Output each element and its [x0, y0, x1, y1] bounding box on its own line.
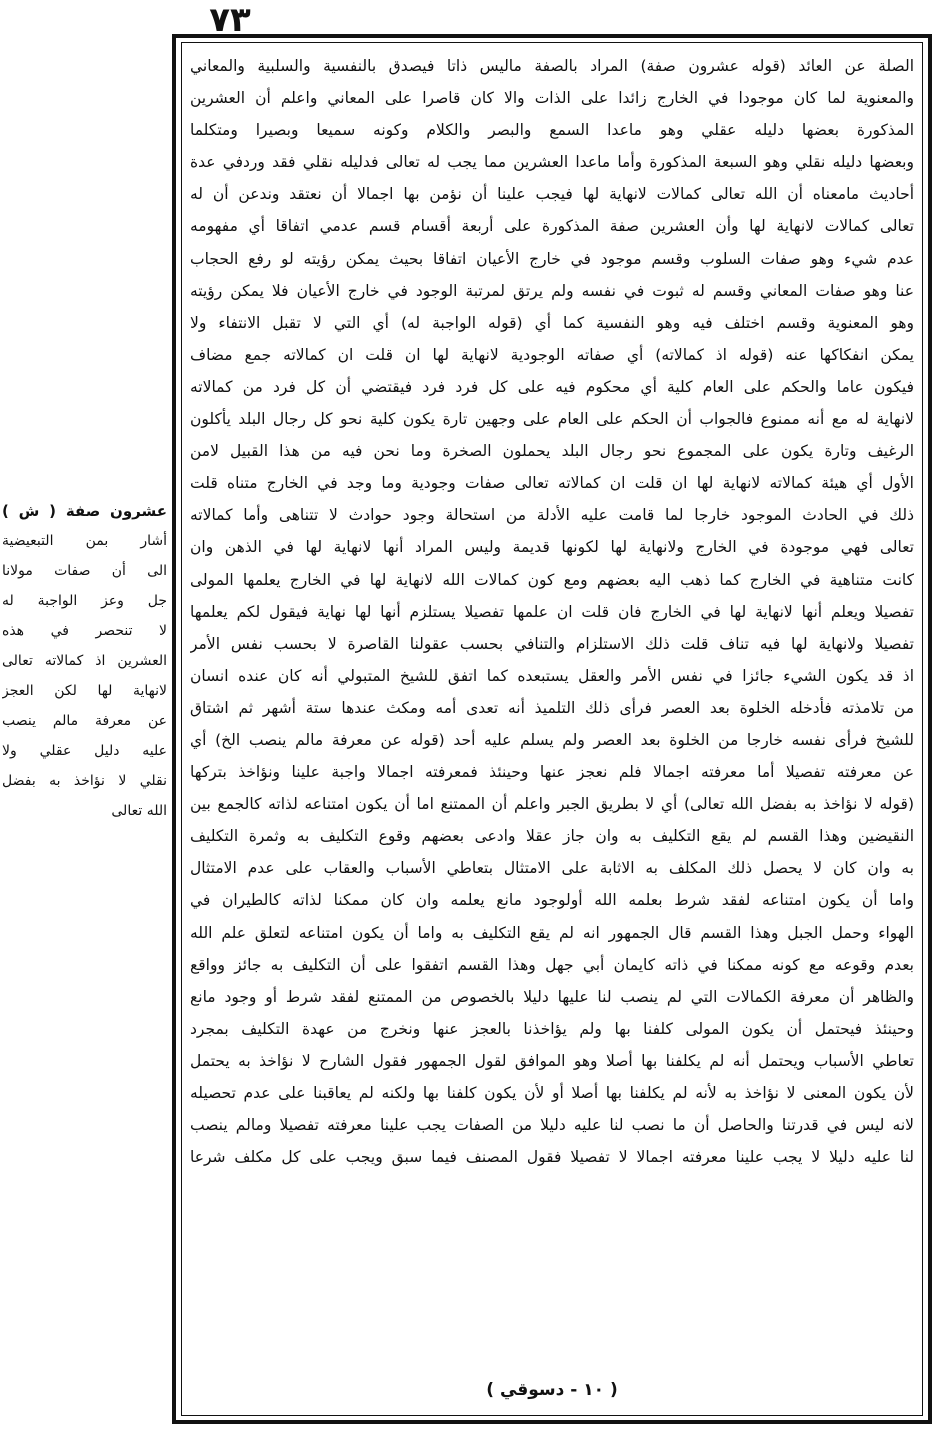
- text-line: لأن يكون المعنى لا نؤاخذ به لأنه لم يكلفنا بها أصلا أو لأن يكون كلفنا بها ولكنه لم يعاقبنا على عدم تحصيله: [190, 1084, 914, 1102]
- text-line: تعالى كمالات لانهاية لها وأن العشرين صفة المذكورة على أربعة أقسام قسم عدمي اتفاقا أي مفهومه: [190, 217, 914, 236]
- margin-line: العشرين اذ كمالاته تعالى: [2, 653, 167, 669]
- margin-line: عليه دليل عقلي ولا: [2, 743, 167, 759]
- text-line: للشيخ فرأى نفسه خارجا من الخلوة بعد العصر ولم يسلم عليه أحد (قوله عن معرفة مالم ينصب الخ) أي: [190, 730, 914, 749]
- text-line: لانه ليس في قدرتنا والحاصل أن ما نصب لنا عليه دليلا من الصفات يجب علينا معرفته تفصيلا ومالم ينصب: [190, 1116, 914, 1135]
- text-line: الصلة عن العائد (قوله عشرون صفة) المراد بالصفة ماليس ذاتا فيصدق بالنفسية والسلبية والمعاني: [190, 57, 914, 75]
- text-line: لانهاية له مع أنه ممنوع فالجواب أن الحكم على العام على وجهين تارة يكون كلية نحو كل رجال البلد يأكلون: [190, 410, 914, 429]
- margin-line: أشار بمن التبعيضية: [2, 533, 167, 549]
- text-line: الأول أي هيئة كمالاته لانهاية لها ان قلت ان كمالاته تعالى صفات وجودية وما وجد في الخارج متناه قلت: [190, 474, 914, 493]
- text-line: عنا وهو صفات المعاني وقسم له ثبوت في نفسه ولم يرتق لمرتبة الوجود في خارج الأعيان فلا يمكن رؤيته: [190, 281, 914, 300]
- text-line: به وان كان لا يحصل ذلك المكلف به الاثابة على الامتثال بتعاطي الأسباب والعقاب على عدم الامتثال: [190, 859, 914, 878]
- text-line: ذلك في الحادث الموجود خارجا لما قامت عليه الأدلة من استحالة وجود حوادث لا تتناهى وأما كمالاته: [190, 506, 914, 525]
- text-line: يمكن انفكاكها عنه (قوله اذ كمالاته) أي صفاته الوجودية لانهاية لها ان قلت ان كمالاته جمع مضاف: [190, 345, 914, 364]
- text-line: وهو المعنوية وقسم اختلف فيه وهو النفسية كما أي (قوله الواجبة له) أي التي لا تقبل الانتفاء ولا: [190, 313, 914, 332]
- margin-line: الله تعالى: [111, 803, 167, 819]
- text-line: عن معرفته تفصيلا أما معرفته اجمالا فلم نعجز عنها وحينئذ فمعرفته اجمالا واجبة علينا ونؤاخذ بتركها: [190, 763, 914, 782]
- text-line: وحينئذ فيحتمل أن يكون المولى كلفنا بها ولم يؤاخذنا بالعجز عنها ونخرج من عهدة التكليف بمجرد: [190, 1019, 914, 1038]
- text-line: الهواء وحمل الجبل وهذا القسم قال الجمهور انه لم يقع التكليف به واما أن يكون امتناعه لتعلق علم الله: [190, 923, 914, 942]
- text-line: (قوله لا نؤاخذ به بفضل الله تعالى) أي لا بطريق الجبر واعلم أن الممتنع اما أن يكون امتناعه لذاته كالجمع بين: [190, 795, 914, 814]
- main-text-block: [190, 50, 914, 1366]
- text-line: وبعضها دليله نقلي وهو السبعة المذكورة وأما ماعدا العشرين مما يجب له تعالى فدليله نقلي فقد وردفي عدة: [190, 153, 914, 172]
- text-line: أحاديث مامعناه أن الله تعالى كمالات لانهاية لها فيجب علينا أن نؤمن بها اجمالا أن نعتقد وندعن أن له: [190, 185, 914, 204]
- text-line: بعدم وقوعه مع كونه ممكنا في ذاته كايمان أبي جهل وهذا القسم اتفقوا على أن التكليف به جائز وواقع: [190, 955, 914, 974]
- margin-line: جل وعز الواجبة له: [2, 593, 167, 609]
- text-line: من تلامذته فأدخله الخلوة بعد العصر فرأى ذلك التلميذ أنه تعدى أمه ومكث عندها ستة أشهر ثم اشتاق: [190, 698, 914, 717]
- footer-signature: ( ١٠ - دسوقي ): [486, 1380, 618, 1400]
- text-line: تفصيلا ولانهاية لها فيه تناف قلت ذلك الاستلزام والتنافي بحسب عقولنا القاصرة لا بحسب نفس الأمر: [190, 634, 914, 653]
- margin-line: الى أن صفات مولانا: [2, 563, 167, 579]
- text-line: والظاهر أن معرفة الكمالات التي لم ينصب لنا عليها دليلا بالخصوص من الممتنع لفقد شرط أو وجود مانع: [190, 987, 914, 1006]
- margin-commentary: [2, 496, 167, 916]
- text-line: والمعنوية لما كان موجودا في الخارج زائدا على الذات والا كان قاصرا على المعاني واعلم أن العشرين: [190, 89, 914, 108]
- margin-line: لا تنحصر في هذه: [2, 623, 167, 639]
- margin-line: نقلي لا نؤاخذ به بفضل: [2, 773, 167, 789]
- text-line: تعاطي الأسباب ويحتمل أنه لم يكلفنا بها أصلا وهو الموافق لقول الجمهور فقول الشارح لا نؤاخذ به يحتمل: [190, 1051, 914, 1070]
- text-line: تفصيلا ويعلم أنها لانهاية لها في الخارج فان قلت ان علمها تفصيلا يستلزم أنها لها نهاية فيقول لكم يعلمها: [190, 602, 914, 621]
- margin-heading: عشرون صفة ( ش ): [2, 502, 167, 520]
- text-line: اذ قد يكون الشيء جائزا في نفس الأمر والعقل يستبعده كما اتفق للشيخ المتبولي أنه كان عنده انسان: [190, 666, 914, 685]
- text-line: تعالى فهي موجودة في الخارج ولانهاية لها لكونها قديمة وليس المراد أنها لانهاية لها في الذهن وان: [190, 538, 914, 557]
- text-line: واما أن يكون امتناعه لفقد شرط بعلمه الله أولوجود مانع يعلمه وان كان ممكنا لذاته كالطيران في: [190, 891, 914, 910]
- margin-line: لانهاية لها لكن العجز: [2, 683, 167, 699]
- text-line: لنا عليه دليلا لا يجب علينا معرفته اجمالا لا تفصيلا فقول المصنف فيما سبق ويجب على كل مكلف شرعا: [190, 1148, 914, 1167]
- text-line: عدم شيء وهو صفات السلوب وقسم موجود في خارج الأعيان اتفاقا بحيث يمكن رؤيته لو رفع الحجاب: [190, 249, 914, 268]
- text-line: الرغيف وتارة يكون على المجموع نحو رجال البلد يحملون الصخرة وما نحن فيه من هذا القبيل لامن: [190, 442, 914, 461]
- text-line: النقيضين وهذا القسم لم يقع التكليف به وان جاز عقلا وادعى بعضهم وقوع التكليف به وثمرة التكليف: [190, 827, 914, 846]
- text-line: كانت متناهية في الخارج كما ذهب اليه بعضهم ومع كون كمالات الله لانهاية لها في الخارج يعلمها المولى: [190, 570, 914, 589]
- page-number: ٧٣: [209, 0, 251, 40]
- text-line: المذكورة بعضها دليله عقلي وهو ماعدا السمع والبصر والكلام وكونه سميعا وبصيرا ومتكلما: [190, 121, 914, 140]
- margin-line: عن معرفة مالم ينصب: [2, 713, 167, 729]
- text-line: فيكون عاما والحكم على العام كلية أي محكوم فيه على كل فرد فرد فيقتضي أن كل فرد من كمالاته: [190, 377, 914, 396]
